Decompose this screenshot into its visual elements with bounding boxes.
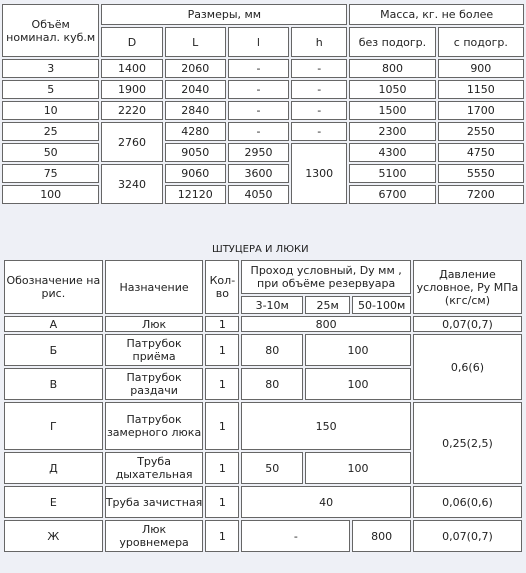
header-volume: Объём номинал. куб.м	[2, 4, 99, 57]
table-row	[2, 101, 524, 120]
cell-L: 9060	[165, 164, 226, 183]
table-row	[2, 143, 524, 162]
header-purpose: Назначение	[105, 260, 204, 314]
header-L: L	[165, 27, 226, 57]
cell-purpose: Люк	[105, 316, 204, 332]
cell-designation: Ж	[4, 520, 103, 552]
cell-designation: А	[4, 316, 103, 332]
cell-passage-3-10: 80	[241, 334, 303, 366]
table-row	[2, 80, 524, 99]
cell-purpose: Патрубок замерного люка	[105, 402, 204, 450]
tank-dimensions-table	[0, 2, 526, 206]
cell-l: -	[228, 122, 289, 141]
cell-purpose: Патрубок приёма	[105, 334, 204, 366]
cell-pressure: 0,25(2,5)	[413, 402, 522, 484]
cell-mass-no-heating: 4300	[349, 143, 435, 162]
cell-designation: Б	[4, 334, 103, 366]
cell-L: 2060	[165, 59, 226, 78]
cell-qty: 1	[205, 452, 239, 484]
cell-purpose: Патрубок раздачи	[105, 368, 204, 400]
cell-volume: 100	[2, 185, 99, 204]
header-qty: Кол-во	[205, 260, 239, 314]
header-l: l	[228, 27, 289, 57]
cell-passage: 40	[241, 486, 411, 518]
cell-mass-no-heating: 2300	[349, 122, 435, 141]
cell-h: -	[291, 59, 347, 78]
cell-pressure: 0,06(0,6)	[413, 486, 522, 518]
cell-qty: 1	[205, 520, 239, 552]
cell-volume: 10	[2, 101, 99, 120]
cell-pressure: 0,6(6)	[413, 334, 522, 400]
cell-pressure: 0,07(0,7)	[413, 520, 522, 552]
cell-D: 2760	[101, 122, 162, 162]
table-row	[4, 486, 522, 518]
cell-mass-no-heating: 5100	[349, 164, 435, 183]
cell-passage-3-10: 80	[241, 368, 303, 400]
table-row	[2, 164, 524, 183]
table-row	[4, 520, 522, 552]
cell-purpose: Люк уровнемера	[105, 520, 204, 552]
cell-pressure: 0,07(0,7)	[413, 316, 522, 332]
cell-mass-heating: 900	[438, 59, 524, 78]
cell-mass-no-heating: 800	[349, 59, 435, 78]
cell-designation: Д	[4, 452, 103, 484]
cell-L: 2040	[165, 80, 226, 99]
cell-l: -	[228, 80, 289, 99]
cell-purpose: Труба дыхательная	[105, 452, 204, 484]
header-designation: Обозначение на рис.	[4, 260, 103, 314]
header-no-heating: без подогр.	[349, 27, 435, 57]
cell-volume: 3	[2, 59, 99, 78]
header-range-25: 25м	[305, 296, 350, 314]
cell-h: -	[291, 80, 347, 99]
cell-D: 1900	[101, 80, 162, 99]
cell-l: -	[228, 59, 289, 78]
header-mass: Масса, кг. не более	[349, 4, 524, 25]
table-row	[2, 185, 524, 204]
cell-mass-heating: 7200	[438, 185, 524, 204]
table-row	[4, 334, 522, 366]
cell-mass-no-heating: 6700	[349, 185, 435, 204]
fittings-table-title: ШТУЦЕРА И ЛЮКИ	[212, 244, 309, 255]
cell-passage-3-25: -	[241, 520, 350, 552]
cell-designation: В	[4, 368, 103, 400]
cell-qty: 1	[205, 316, 239, 332]
cell-passage: 150	[241, 402, 411, 450]
cell-qty: 1	[205, 402, 239, 450]
cell-h: -	[291, 101, 347, 120]
table-row	[2, 59, 524, 78]
cell-volume: 75	[2, 164, 99, 183]
cell-D: 3240	[101, 164, 162, 204]
cell-D: 1400	[101, 59, 162, 78]
header-range-50-100: 50-100м	[352, 296, 411, 314]
cell-mass-heating: 5550	[438, 164, 524, 183]
cell-l: 3600	[228, 164, 289, 183]
header-sizes: Размеры, мм	[101, 4, 347, 25]
cell-l: 4050	[228, 185, 289, 204]
cell-designation: Е	[4, 486, 103, 518]
cell-qty: 1	[205, 368, 239, 400]
cell-mass-heating: 4750	[438, 143, 524, 162]
cell-h: -	[291, 122, 347, 141]
cell-L: 4280	[165, 122, 226, 141]
fittings-hatches-table	[2, 258, 524, 554]
header-h: h	[291, 27, 347, 57]
header-pressure: Давление условное, Ру МПа (кгс/см)	[413, 260, 522, 314]
header-heating: с подогр.	[438, 27, 524, 57]
cell-volume: 25	[2, 122, 99, 141]
header-passage: Проход условный, Dy мм , при объёме резервуара	[241, 260, 411, 294]
cell-mass-no-heating: 1500	[349, 101, 435, 120]
cell-qty: 1	[205, 334, 239, 366]
header-range-3-10: 3-10м	[241, 296, 303, 314]
cell-passage-25-100: 100	[305, 334, 411, 366]
cell-designation: Г	[4, 402, 103, 450]
cell-qty: 1	[205, 486, 239, 518]
cell-passage: 800	[241, 316, 411, 332]
cell-passage-3-10: 50	[241, 452, 303, 484]
table-row	[4, 316, 522, 332]
table-row	[4, 402, 522, 450]
cell-l: -	[228, 101, 289, 120]
cell-l: 2950	[228, 143, 289, 162]
cell-L: 9050	[165, 143, 226, 162]
cell-purpose: Труба зачистная	[105, 486, 204, 518]
cell-mass-heating: 1150	[438, 80, 524, 99]
cell-volume: 5	[2, 80, 99, 99]
header-D: D	[101, 27, 162, 57]
cell-h: 1300	[291, 143, 347, 204]
cell-volume: 50	[2, 143, 99, 162]
cell-mass-no-heating: 1050	[349, 80, 435, 99]
cell-D: 2220	[101, 101, 162, 120]
cell-passage-50-100: 800	[352, 520, 411, 552]
cell-passage-25-100: 100	[305, 452, 411, 484]
cell-mass-heating: 1700	[438, 101, 524, 120]
cell-passage-25-100: 100	[305, 368, 411, 400]
cell-L: 2840	[165, 101, 226, 120]
cell-mass-heating: 2550	[438, 122, 524, 141]
table-row	[2, 122, 524, 141]
cell-L: 12120	[165, 185, 226, 204]
